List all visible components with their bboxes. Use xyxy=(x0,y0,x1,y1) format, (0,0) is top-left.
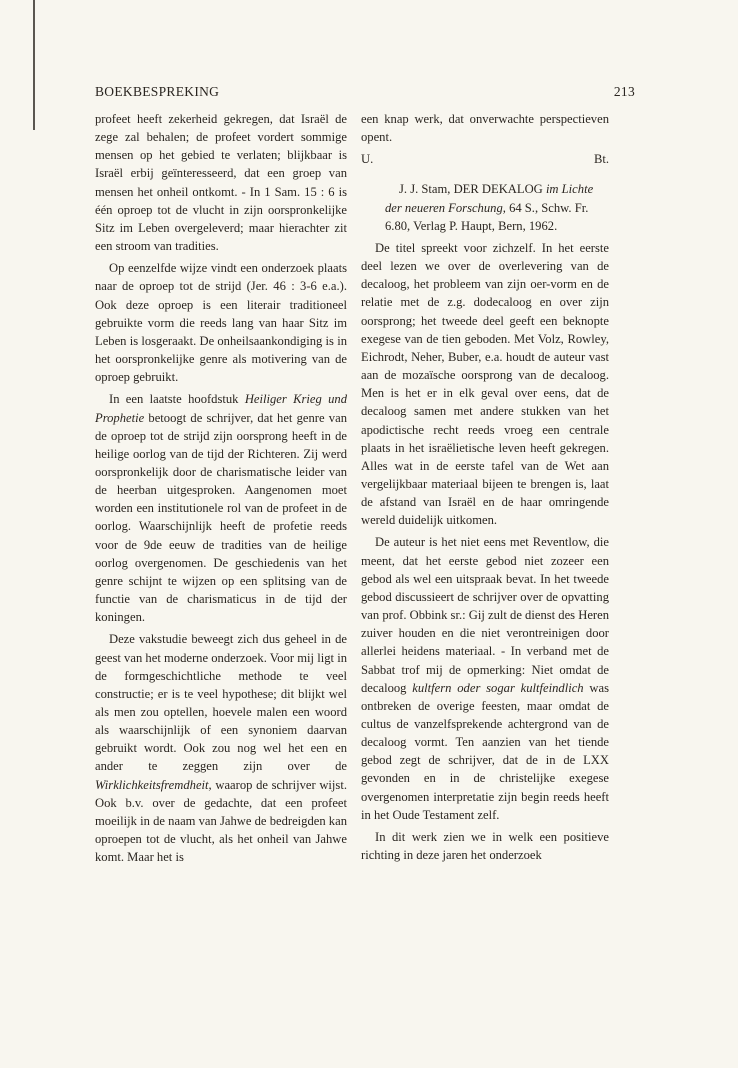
review-header-italic: im Lichte der neueren Forschung, xyxy=(385,182,594,215)
right-column xyxy=(361,110,609,868)
left-p4-before: Deze vakstudie beweegt zich dus geheel in de geest van het moderne onderzoek. Voor mij ligt in de formgeschichtliche methode te veel constructie; er is te veel hypothese; dit blijkt wel als men zou optellen, hoevele malen een woord als waarschijnlijk of een synoniem daarvan gebruikt wordt. Ook zou nog wel het een en ander te zeggen zijn over de xyxy=(95,632,347,774)
left-paragraph-4 xyxy=(95,630,347,866)
review-header-after: 64 S., Schw. Fr. 6.80, Verlag P. Haupt, Bern, 1962. xyxy=(385,200,589,233)
left-p3-italic: Heiliger Krieg und Prophetie xyxy=(95,392,347,425)
signature-left: U. xyxy=(361,152,374,167)
right-paragraph-2: De titel spreekt voor zichzelf. In het eerste deel lezen we over de overlevering van de decaloog, het probleem van zijn oer-vorm en de relatie met de z.g. dodecaloog en over zijn oorsprong; het tweede deel geeft een beknopte exegese van de tien geboden. Met Volz, Rowley, Eichrodt, Neher, Buber, e.a. houdt de auteur vast aan de mozaïsche oorsprong van de decaloog. Men is het er in elk geval over eens, dat de decaloog samen met andere stukken van het apodictische recht reeds vroeg een centrale plaats in het israëlietische leven heeft gekregen. Alles wat in de eerste tafel van de Wet aan vergelijkbaar materiaal bijeen te brengen is, laat de afstand van Israël en de haar omringende wereld duidelijk uitkomen. xyxy=(361,240,609,528)
left-p3-after: betoogt de schrijver, dat het genre van de oproep tot de strijd zijn oorsprong heeft in de heilige oorlog van de tijd der Richteren. Zij werd oorspronkelijk door de charismatische leider van de heerban uitgesproken. Aangenomen moet worden een institutionele rol van de profeet in de oorlog. Waarschijnlijk heeft de profetie reeds voor de 9de eeuw de tradities van de heilige oorlog overgenomen. De geschiedenis van het genre schijnt te wijzen op een splitsing van de functie van de charismaticus in de tijd der koningen. xyxy=(95,410,347,625)
left-p4-after: waarop de schrijver wijst. Ook b.v. over de gedachte, dat een profeet moeilijk in de naam van Jahwe de bedreigden kan oproepen tot de vlucht, als het onheil van Jahwe komt. Maar het is xyxy=(95,777,347,865)
review-signature xyxy=(361,150,609,168)
review-header-before: J. J. Stam, DER DEKALOG xyxy=(399,182,543,197)
signature-right: Bt. xyxy=(593,152,609,167)
left-paragraph-3 xyxy=(95,390,347,626)
right-paragraph-4: In dit werk zien we in welk een positieve richting in deze jaren het onderzoek xyxy=(361,829,609,863)
right-paragraph-3 xyxy=(361,533,609,824)
left-column xyxy=(95,110,347,870)
running-title: BOEKBESPREKING xyxy=(95,84,220,99)
right-p3-after: was ontbreken de overige feesten, maar omdat de cultus de vanzelfsprekende achtergrond van de decaloog vormt. Ten aanzien van het tiende gebod zegt de schrijver, dat de in de LXX gevonden en in de christelijke exegese overgenomen interpretatie zijn begin reeds heeft in het Oude Testament zelf. xyxy=(361,680,609,822)
left-paragraph-2: Op eenzelfde wijze vindt een onderzoek plaats naar de oproep tot de strijd (Jer. 46 : 3-6 e.a.). Ook deze oproep is een literair traditioneel gebruikte vorm die reeds lang van haar Sitz im Leben is losgeraakt. De onheilsaankondiging is in het oorspronkelijke genre als motivering van de oproep gebruikt. xyxy=(95,261,347,385)
right-p3-italic: kultfern oder sogar kultfeindlich xyxy=(412,680,584,695)
review-header xyxy=(361,180,609,234)
right-p3-before: De auteur is het niet eens met Reventlow, die meent, dat het eerste gebod niet zozeer een gebod als wel een uitspraak bevat. In het tweede gebod discussieert de schrijver over de opvatting van prof. Obbink sr.: Gij zult de dienst des Heren zuiver houden en die niet verontreinigen door allerlei heidens materiaal. - In verband met de Sabbat trof mij de opmerking: Niet omdat de decaloog xyxy=(361,535,609,695)
scan-edge xyxy=(33,0,35,130)
left-p4-italic: Wirklichkeitsfremdheit, xyxy=(95,777,212,792)
left-paragraph-1: profeet heeft zekerheid gekregen, dat Israël de zege zal behalen; de profeet vordert sommige mensen op het gebied te verlaten; blijkbaar is Israël erbij geïnteresseerd, dat een groep van mensen het onheil ontkomt. - In 1 Sam. 15 : 6 is één oproep tot de vlucht in zijn oorspronkelijke Sitz im Leben overgeleverd; maar hierachter zit een stroom van tradities. xyxy=(95,112,347,254)
left-p3-before: In een laatste hoofdstuk xyxy=(109,392,239,407)
right-paragraph-1: een knap werk, dat onverwachte perspectieven opent. xyxy=(361,112,609,145)
page-number: 213 xyxy=(613,84,635,99)
